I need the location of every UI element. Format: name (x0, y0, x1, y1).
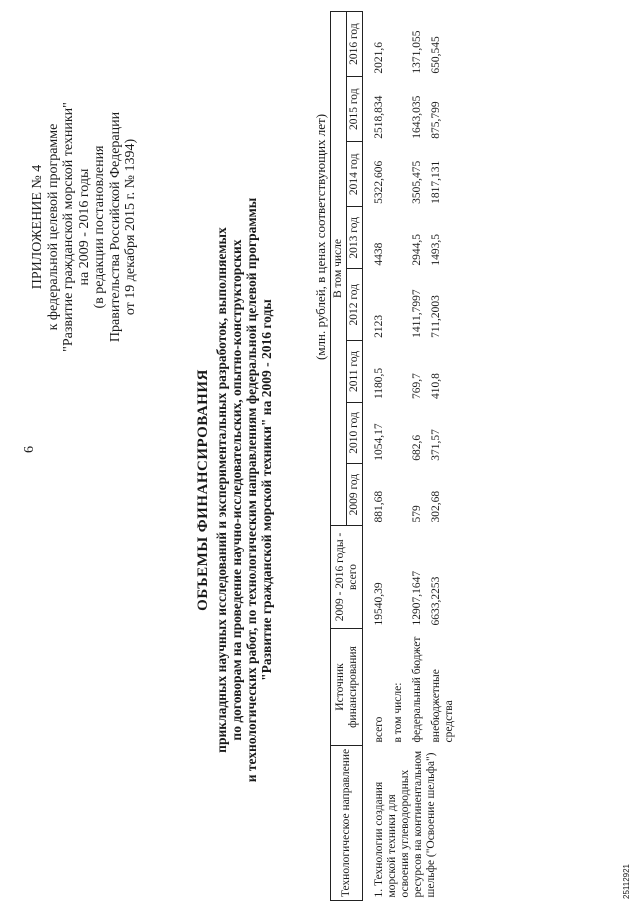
appendix-line: к федеральной целевой программе (45, 123, 61, 331)
year-cell: 711,2003 (430, 295, 442, 338)
total-cell: 6633,2253 (430, 576, 442, 626)
year-cell: 1817,131 (430, 160, 442, 204)
total-cell (389, 526, 408, 629)
year-cell: 3505,475 (411, 160, 423, 204)
year-cell: 2123 (373, 314, 385, 338)
year-cell: 4438 (373, 242, 385, 266)
header-year: 2013 год (347, 207, 363, 269)
header-year: 2014 год (347, 142, 363, 207)
source-cell: внебюджетные средства (430, 669, 455, 743)
year-cell: 1643,035 (411, 95, 423, 139)
source-cell: в том числе: (392, 682, 404, 743)
year-cell: 881,68 (373, 490, 385, 523)
header-year: 2016 год (347, 12, 363, 77)
year-cell: 650,545 (430, 36, 442, 74)
year-cell: 769,7 (411, 373, 423, 400)
header-year: 2015 год (347, 77, 363, 142)
year-cell: 1411,7997 (411, 289, 423, 338)
appendix-line: Правительства Российской Федерации (107, 111, 123, 343)
header-source: Источник финансирования (331, 629, 363, 746)
header-year: 2012 год (347, 269, 363, 341)
title-line: прикладных научных исследований и экспериментальных разработок, выполняемых (214, 227, 229, 753)
title-line: "Развитие гражданской морской техники" на 2009 - 2016 годы (259, 299, 274, 681)
year-cell: 1371,055 (411, 30, 423, 74)
year-cell: 410,8 (430, 373, 442, 400)
year-cell: 579 (411, 505, 423, 523)
header-year: 2011 год (347, 341, 363, 402)
year-cell: 302,68 (430, 490, 442, 523)
title-line: и технологических работ, по технологическим направлениям федеральной целевой программы (244, 197, 259, 783)
title-line: по договорам на проведение научно-исследовательских, опытно-конструкторских (229, 239, 244, 741)
document-title (196, 175, 274, 805)
source-cell: всего (373, 716, 385, 743)
table-row (363, 12, 390, 901)
year-cell (389, 464, 408, 526)
header-total: 2009 - 2016 годы - всего (331, 526, 363, 629)
year-cell: 2021,6 (373, 42, 385, 74)
title-main: ОБЪЕМЫ ФИНАНСИРОВАНИЯ (195, 369, 211, 611)
appendix-line: на 2009 - 2016 годы (76, 168, 92, 286)
document-code: 25112921 (622, 864, 631, 899)
units-note: (млн. рублей, в ценах соответствующих лет) (313, 113, 328, 360)
header-direction: Технологическое направление (331, 746, 363, 901)
total-cell: 12907,1647 (411, 570, 423, 626)
direction-cell: 1. Технологии создания морской техники для освоения углеводородных ресурсов на континентальном шельфе ("Освоение шельфа") (373, 750, 437, 898)
appendix-line: "Развитие гражданской морской техники" (61, 102, 76, 352)
year-cell: 5322,606 (373, 160, 385, 204)
year-cell: 2518,834 (373, 95, 385, 139)
year-cell: 2944,5 (411, 234, 423, 266)
appendix-line: от 19 декабря 2015 г. № 1394) (123, 138, 138, 316)
financing-table (330, 11, 459, 901)
year-cell: 682,6 (411, 434, 423, 461)
year-cell (389, 12, 408, 77)
year-cell: 1180,5 (373, 367, 385, 400)
year-cell (389, 77, 408, 142)
year-cell (389, 341, 408, 402)
total-cell: 19540,39 (373, 582, 385, 626)
year-cell: 1054,17 (373, 423, 385, 461)
source-cell: федеральный бюджет (411, 636, 423, 743)
year-cell (389, 402, 408, 464)
year-cell: 371,57 (430, 429, 442, 461)
appendix-header (30, 17, 139, 437)
year-cell (389, 207, 408, 269)
header-year: 2009 год (347, 464, 363, 526)
page-number: 6 (22, 446, 37, 453)
appendix-line: (в редакции постановления (92, 145, 107, 309)
year-cell: 1493,5 (430, 234, 442, 266)
header-year: 2010 год (347, 402, 363, 464)
appendix-line: ПРИЛОЖЕНИЕ № 4 (30, 164, 45, 290)
year-cell: 875,799 (430, 101, 442, 139)
header-in-that-number: В том числе (331, 12, 347, 526)
year-cell (389, 269, 408, 341)
year-cell (389, 142, 408, 207)
